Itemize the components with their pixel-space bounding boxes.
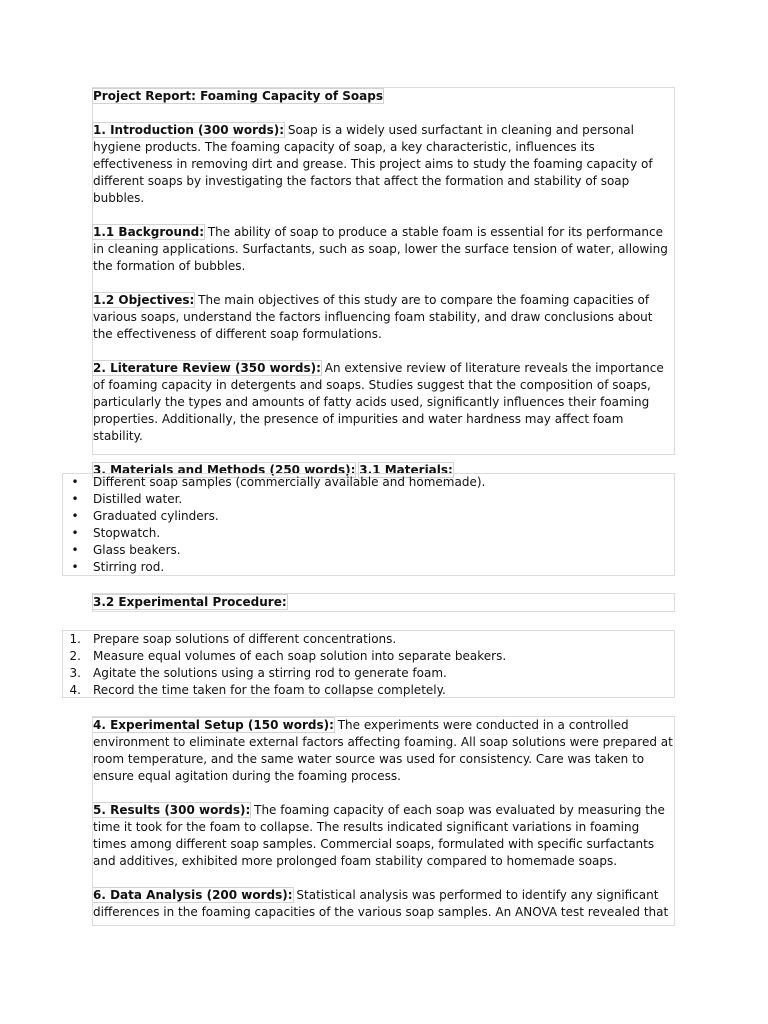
results-text: The foaming capacity of each soap was evaluated by measuring the time it took for the foam to collapse. The results indicated significant variations in foaming times among different soap samples. Commercial soaps, formulated with specific surfactants and additives, exhibited more prolonged foam stability compared to homemade soaps. — [93, 803, 665, 868]
background-label: 1.1 Background: — [93, 225, 204, 239]
procedure-heading — [93, 594, 674, 611]
objectives-paragraph — [93, 292, 674, 343]
bullet-icon: • — [71, 543, 79, 557]
background-text: The ability of soap to produce a stable foam is essential for its performance in cleaning applications. Surfactants, such as soap, lower the surface tension of water, allowing the formation of bubbles. — [93, 225, 668, 273]
materials-sublabel: 3.1 Materials: — [359, 463, 453, 477]
list-item: 2. Measure equal volumes of each soap solution into separate beakers. — [63, 648, 674, 665]
introduction-paragraph — [93, 122, 674, 207]
bullet-icon: • — [71, 526, 79, 540]
list-number: 2. — [69, 649, 81, 663]
setup-label: 4. Experimental Setup (150 words): — [93, 718, 334, 732]
procedure-label: 3.2 Experimental Procedure: — [93, 595, 287, 609]
list-item: 4. Record the time taken for the foam to collapse completely. — [63, 682, 674, 699]
list-item: • Glass beakers. — [63, 542, 674, 559]
list-item: • Graduated cylinders. — [63, 508, 674, 525]
introduction-label: 1. Introduction (300 words): — [93, 123, 285, 137]
setup-paragraph — [93, 717, 674, 785]
procedure-list-block — [62, 630, 675, 698]
procedure-heading-block — [92, 593, 675, 612]
materials-list-block — [62, 473, 675, 576]
report-title-text: Project Report: Foaming Capacity of Soaps — [93, 89, 383, 103]
list-item: • Stirring rod. — [63, 559, 674, 576]
list-item: • Distilled water. — [63, 491, 674, 508]
results-paragraph — [93, 802, 674, 870]
report-intro-block — [92, 87, 675, 477]
bullet-icon: • — [71, 560, 79, 574]
introduction-text: Soap is a widely used surfactant in cleaning and personal hygiene products. The foaming capacity of soap, a key characteristic, influences its effectiveness in removing dirt and grease. This project aims to study the foaming capacity of different soaps by investigating the factors that affect the formation and stability of soap bubbles. — [93, 123, 653, 205]
bullet-icon: • — [71, 475, 79, 489]
materials-list — [63, 474, 674, 576]
procedure-list — [63, 631, 674, 699]
bullet-icon: • — [71, 509, 79, 523]
report-results-block — [92, 716, 675, 926]
objectives-text: The main objectives of this study are to compare the foaming capacities of various soaps, understand the factors influencing foam stability, and draw conclusions about the effectiveness of different soap formulations. — [93, 293, 653, 341]
analysis-text: Statistical analysis was performed to identify any significant differences in the foaming capacities of the various soap samples. An ANOVA test revealed that — [93, 888, 669, 919]
list-number: 4. — [69, 683, 81, 697]
setup-text: The experiments were conducted in a controlled environment to eliminate external factors affecting foaming. All soap solutions were prepared at room temperature, and the same water source was used for consistency. Care was taken to ensure equal agitation during the foaming process. — [93, 718, 673, 783]
literature-review-paragraph — [93, 360, 674, 445]
list-item: 3. Agitate the solutions using a stirring rod to generate foam. — [63, 665, 674, 682]
background-paragraph — [93, 224, 674, 275]
objectives-label: 1.2 Objectives: — [93, 293, 195, 307]
list-item: • Different soap samples (commercially available and homemade). — [63, 474, 674, 491]
list-number: 3. — [69, 666, 81, 680]
analysis-paragraph — [93, 887, 674, 921]
literature-review-label: 2. Literature Review (350 words): — [93, 361, 321, 375]
bullet-icon: • — [71, 492, 79, 506]
results-label: 5. Results (300 words): — [93, 803, 251, 817]
list-item: 1. Prepare soap solutions of different concentrations. — [63, 631, 674, 648]
materials-methods-label: 3. Materials and Methods (250 words): — [93, 463, 356, 477]
list-number: 1. — [69, 632, 81, 646]
report-title — [93, 88, 674, 105]
list-item: • Stopwatch. — [63, 525, 674, 542]
analysis-label: 6. Data Analysis (200 words): — [93, 888, 293, 902]
literature-review-text: An extensive review of literature reveals the importance of foaming capacity in detergents and soaps. Studies suggest that the composition of soaps, particularly the types and amounts of fatty acids used, significantly influences their foaming properties. Additionally, the presence of impurities and water hardness may affect foam stability. — [93, 361, 664, 443]
